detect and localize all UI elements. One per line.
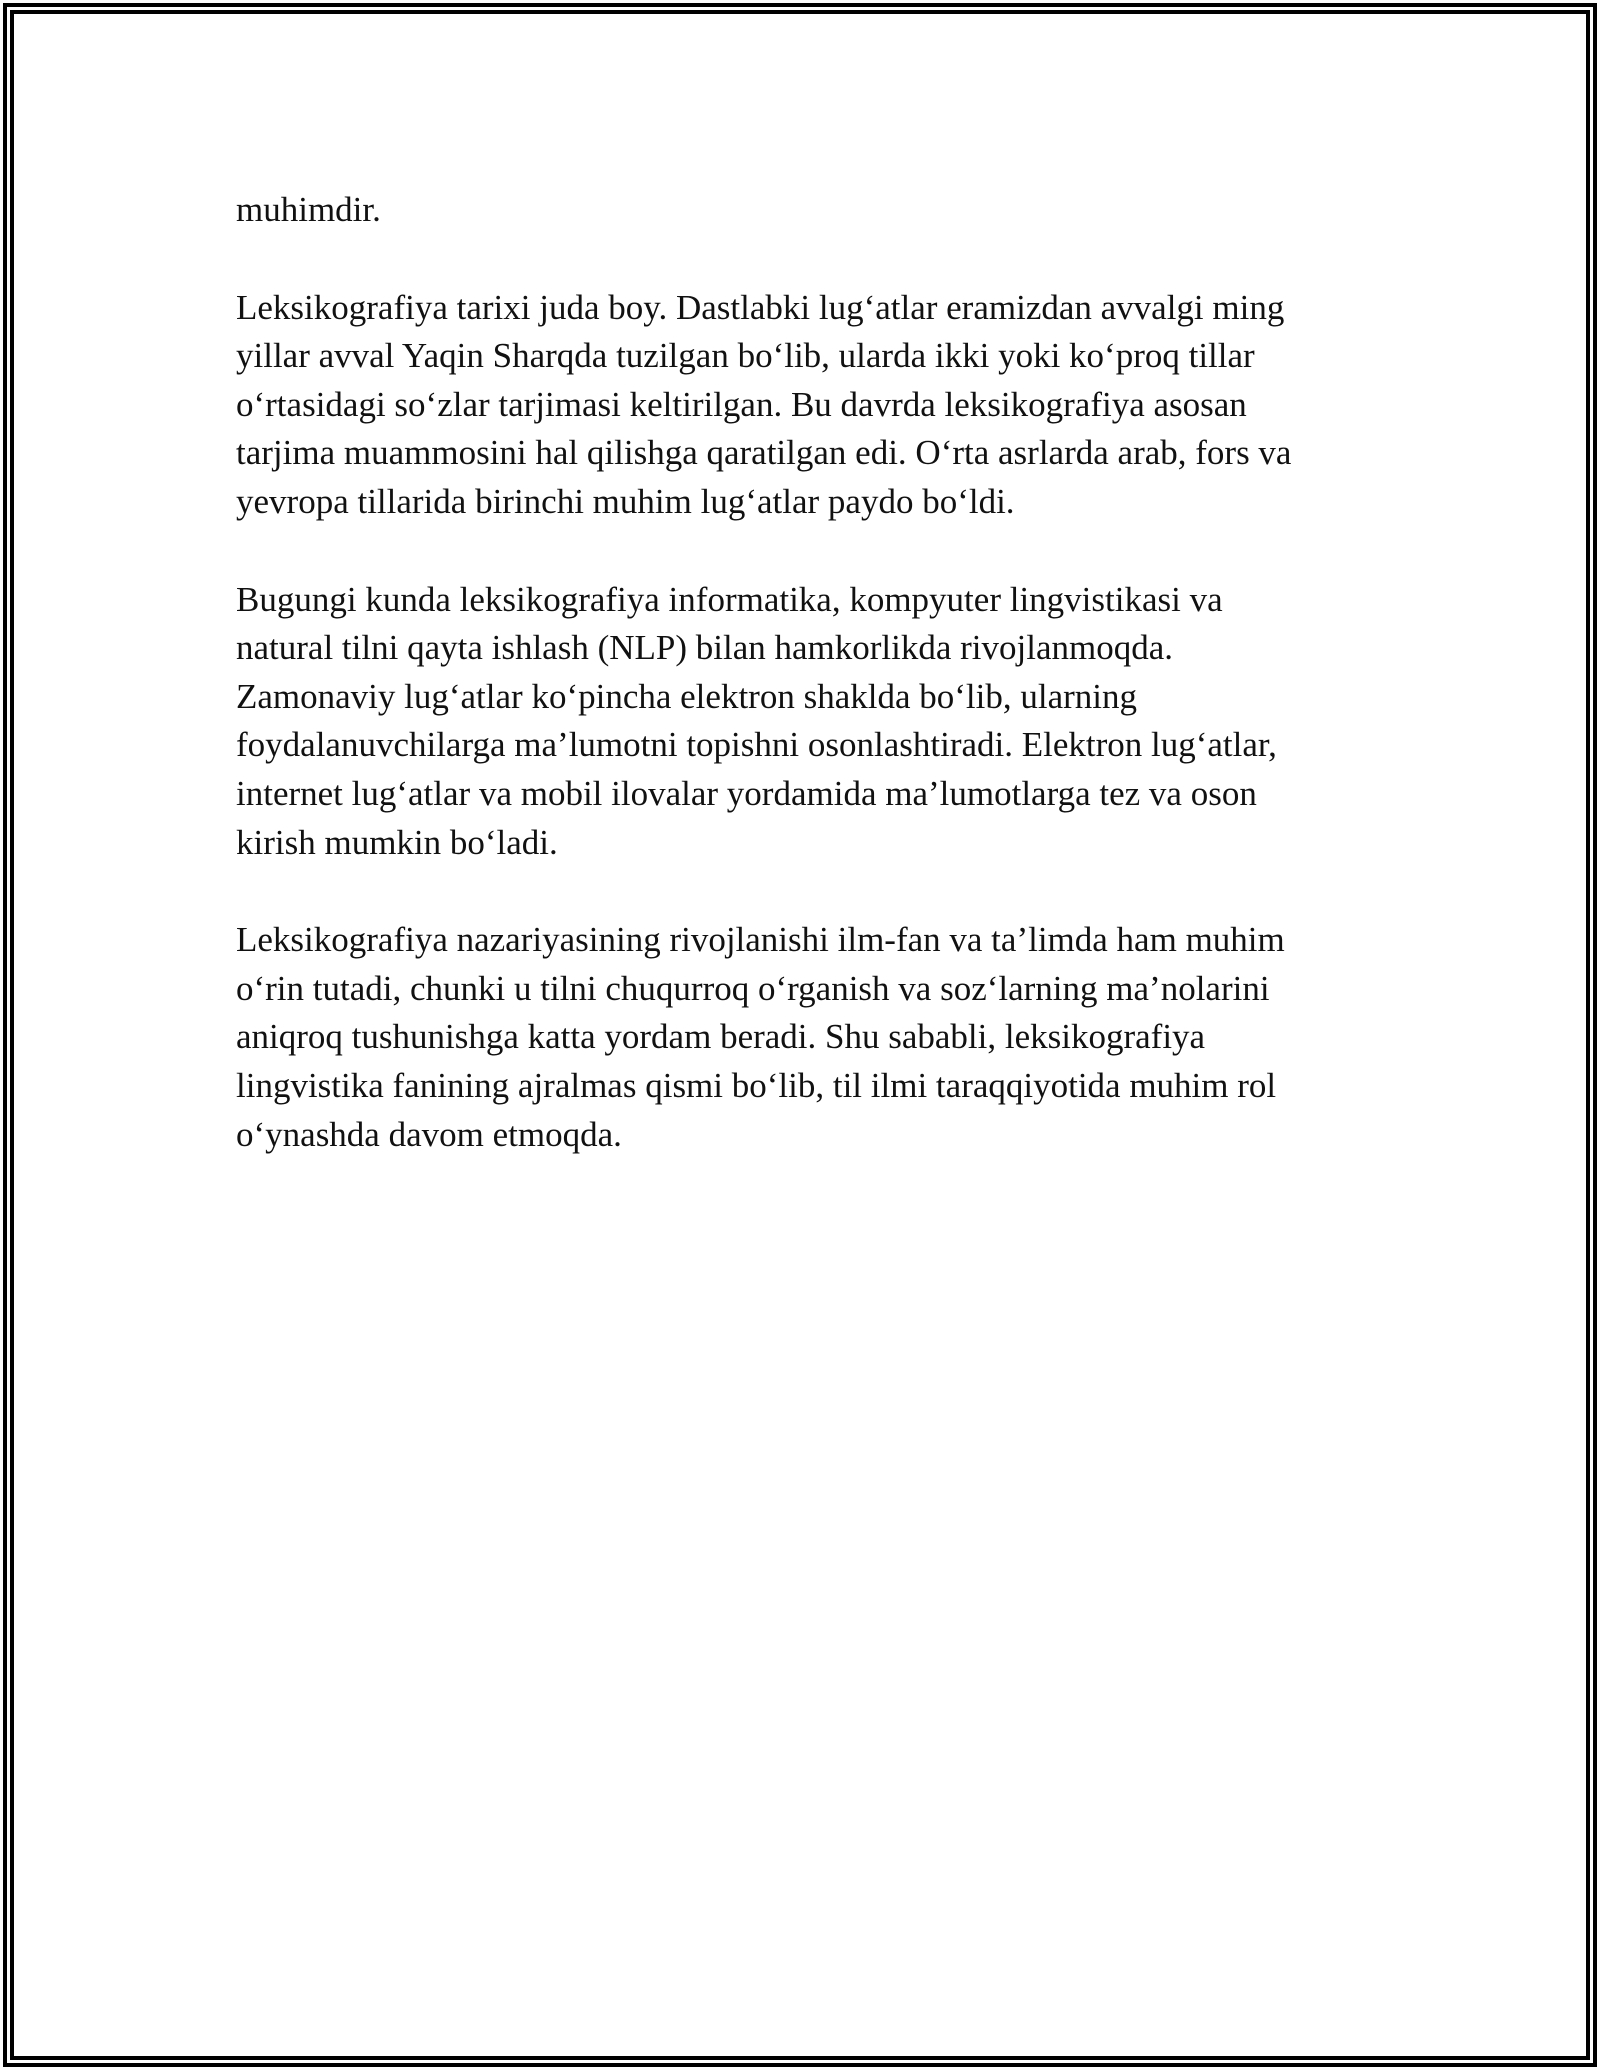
paragraph-gap xyxy=(236,235,1356,284)
paragraph-continuation: muhimdir. xyxy=(236,190,381,229)
paragraph-gap xyxy=(236,867,1356,916)
paragraph-conclusion: Leksikografiya nazariyasining rivojlanishi ilm-fan va ta’limda ham muhim o‘rin tutadi, chunki u tilni chuqurroq o‘rganish va soz‘larning ma’nolarini aniqroq tushunishga katta yordam beradi. Shu sababli, leksikografiya lingvistika fanining ajralmas qismi bo‘lib, til ilmi taraqqiyotida muhim rol o‘ynashda davom etmoqda. xyxy=(236,920,1285,1154)
paragraph-modern: Bugungi kunda leksikografiya informatika, kompyuter lingvistikasi va natural tilni qayta ishlash (NLP) bilan hamkorlikda rivojlanmoqda. Zamonaviy lug‘atlar ko‘pincha elektron shaklda bo‘lib, ularning foydalanuvchilarga ma’lumotni topishni osonlashtiradi. Elektron lug‘atlar, internet lug‘atlar va mobil ilovalar yordamida ma’lumotlarga tez va oson kirish mumkin bo‘ladi. xyxy=(236,579,1277,862)
page-content xyxy=(236,186,1356,1159)
paragraph-history: Leksikografiya tarixi juda boy. Dastlabki lug‘atlar eramizdan avvalgi ming yillar avval Yaqin Sharqda tuzilgan bo‘lib, ularda ikki yoki ko‘proq tillar o‘rtasidagi so‘zlar tarjimasi keltirilgan. Bu davrda leksikografiya asosan tarjima muammosini hal qilishga qaratilgan edi. O‘rta asrlarda arab, fors va yevropa tillarida birinchi muhim lug‘atlar paydo bo‘ldi. xyxy=(236,287,1292,521)
paragraph-gap xyxy=(236,527,1356,576)
